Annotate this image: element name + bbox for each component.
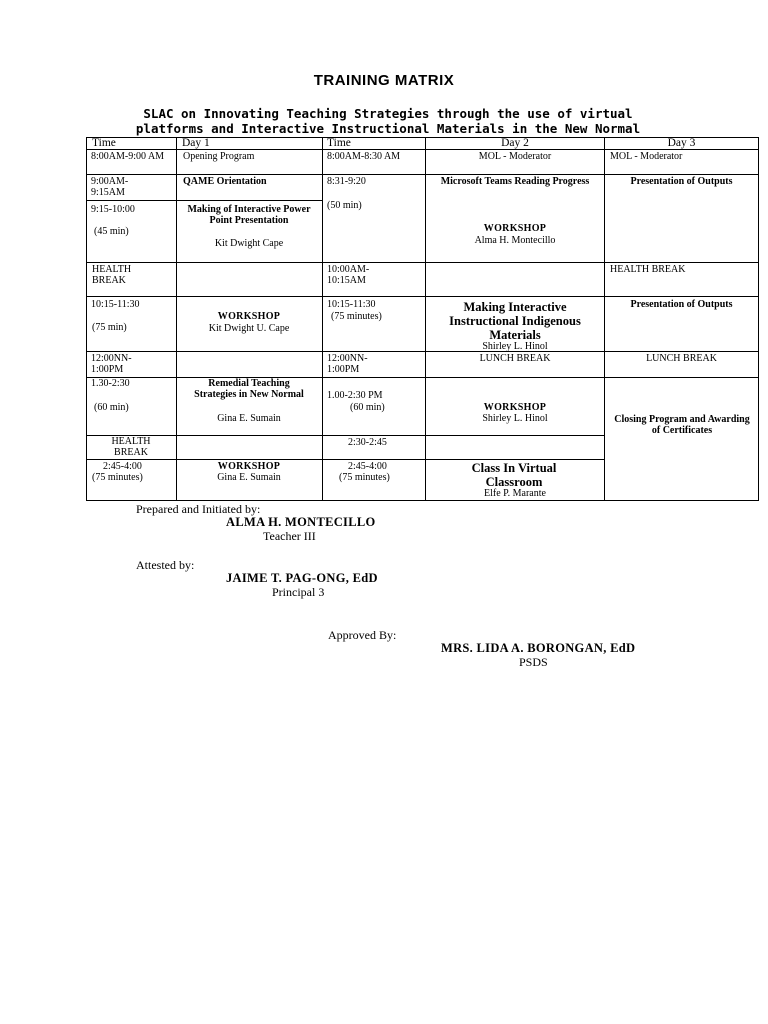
table-cell: 9:15-10:00 (91, 204, 135, 215)
table-cell: HEALTH BREAK (92, 264, 132, 286)
table-cell: (75 minutes) (92, 472, 143, 483)
header-day-1: Day 1 (182, 138, 210, 149)
prepared-by-label: Prepared and Initiated by: (136, 502, 261, 516)
table-cell: Remedial Teaching Strategies in New Normal (194, 378, 304, 400)
table-divider (425, 137, 426, 501)
table-cell: (45 min) (94, 226, 129, 237)
table-cell: QAME Orientation (183, 176, 267, 187)
table-cell: Kit Dwight Cape (214, 238, 284, 249)
table-cell: 1.00-2:30 PM (327, 390, 383, 401)
header-day-3: Day 3 (667, 138, 696, 149)
table-divider (86, 296, 759, 297)
table-divider (86, 351, 759, 352)
table-cell: 10:15-11:30 (327, 299, 376, 310)
table-cell: Making of Interactive Power Point Presentation (187, 204, 311, 226)
attested-by-title: Principal 3 (272, 585, 325, 599)
attested-by-label: Attested by: (136, 558, 195, 572)
table-cell: WORKSHOP (217, 311, 281, 322)
table-cell: Gina E. Sumain (217, 413, 281, 424)
table-cell: 8:00AM-9:00 AM (91, 151, 165, 162)
table-cell: 10:15-11:30 (91, 299, 140, 310)
header-time-1: Time (92, 138, 116, 149)
table-cell: (75 minutes) (331, 311, 382, 322)
approved-by-label: Approved By: (328, 628, 397, 642)
table-cell: Presentation of Outputs (630, 176, 733, 187)
table-cell: Alma H. Montecillo (474, 235, 556, 246)
attested-by-name: JAIME T. PAG-ONG, EdD (226, 571, 378, 585)
table-cell: Shirley L. Hinol (482, 341, 548, 352)
table-divider (322, 137, 323, 501)
table-cell: MOL - Moderator (610, 151, 683, 162)
table-cell: Closing Program and Awarding of Certificates (614, 414, 750, 436)
table-cell: 2:45-4:00 (103, 461, 142, 472)
table-divider (86, 459, 605, 460)
document-subtitle (88, 106, 688, 136)
table-divider (86, 262, 759, 263)
table-cell: (60 min) (350, 402, 385, 413)
prepared-by-name: ALMA H. MONTECILLO (226, 515, 376, 529)
table-cell: 8:00AM-8:30 AM (327, 151, 401, 162)
table-cell: Elfe P. Marante (484, 488, 546, 499)
table-cell: 9:00AM-9:15AM (91, 176, 129, 198)
table-cell: Kit Dwight U. Cape (208, 323, 290, 334)
table-cell: Shirley L. Hinol (482, 413, 548, 424)
subtitle-line-2: platforms and Interactive Instructional Materials in the New Normal (135, 121, 641, 136)
table-cell: (75 min) (92, 322, 127, 333)
table-cell: (60 min) (94, 402, 129, 413)
table-cell: Microsoft Teams Reading Progress (440, 176, 590, 187)
header-day-2: Day 2 (501, 138, 529, 149)
table-cell: 2:30-2:45 (348, 437, 387, 448)
table-divider (604, 137, 605, 501)
table-cell: 12:00NN-1:00PM (91, 353, 132, 375)
table-cell: Class In Virtual Classroom (471, 461, 557, 489)
approved-by-title: PSDS (519, 655, 548, 669)
table-border (86, 500, 759, 501)
table-cell: Presentation of Outputs (630, 299, 733, 310)
table-divider (86, 174, 759, 175)
header-time-2: Time (327, 138, 351, 149)
table-cell: 2:45-4:00 (348, 461, 387, 472)
table-cell: LUNCH BREAK (646, 353, 717, 364)
table-cell: 1.30-2:30 (91, 378, 130, 389)
table-cell: Gina E. Sumain (217, 472, 281, 483)
table-cell: MOL - Moderator (478, 151, 552, 162)
subtitle-line-1: SLAC on Innovating Teaching Strategies through the use of virtual (143, 106, 633, 121)
table-cell: (75 minutes) (339, 472, 390, 483)
table-cell: HEALTH BREAK (111, 436, 151, 458)
table-cell: 8:31-9:20 (327, 176, 366, 187)
approved-by-name: MRS. LIDA A. BORONGAN, EdD (441, 641, 636, 655)
document-title: TRAINING MATRIX (313, 72, 455, 89)
table-divider (86, 200, 322, 201)
table-cell: (50 min) (327, 200, 362, 211)
table-cell: HEALTH BREAK (610, 264, 686, 275)
table-cell: Opening Program (183, 151, 255, 162)
table-cell: WORKSHOP (217, 461, 281, 472)
table-border (86, 137, 87, 501)
table-divider (86, 149, 759, 150)
table-cell: WORKSHOP (483, 402, 547, 413)
table-cell: 10:00AM-10:15AM (327, 264, 370, 286)
prepared-by-title: Teacher III (263, 529, 316, 543)
table-cell: 12:00NN-1:00PM (327, 353, 368, 375)
table-border (758, 137, 759, 501)
table-cell: LUNCH BREAK (479, 353, 551, 364)
table-cell: Making Interactive Instructional Indigenous Materials (449, 300, 581, 342)
table-cell: WORKSHOP (483, 223, 547, 234)
